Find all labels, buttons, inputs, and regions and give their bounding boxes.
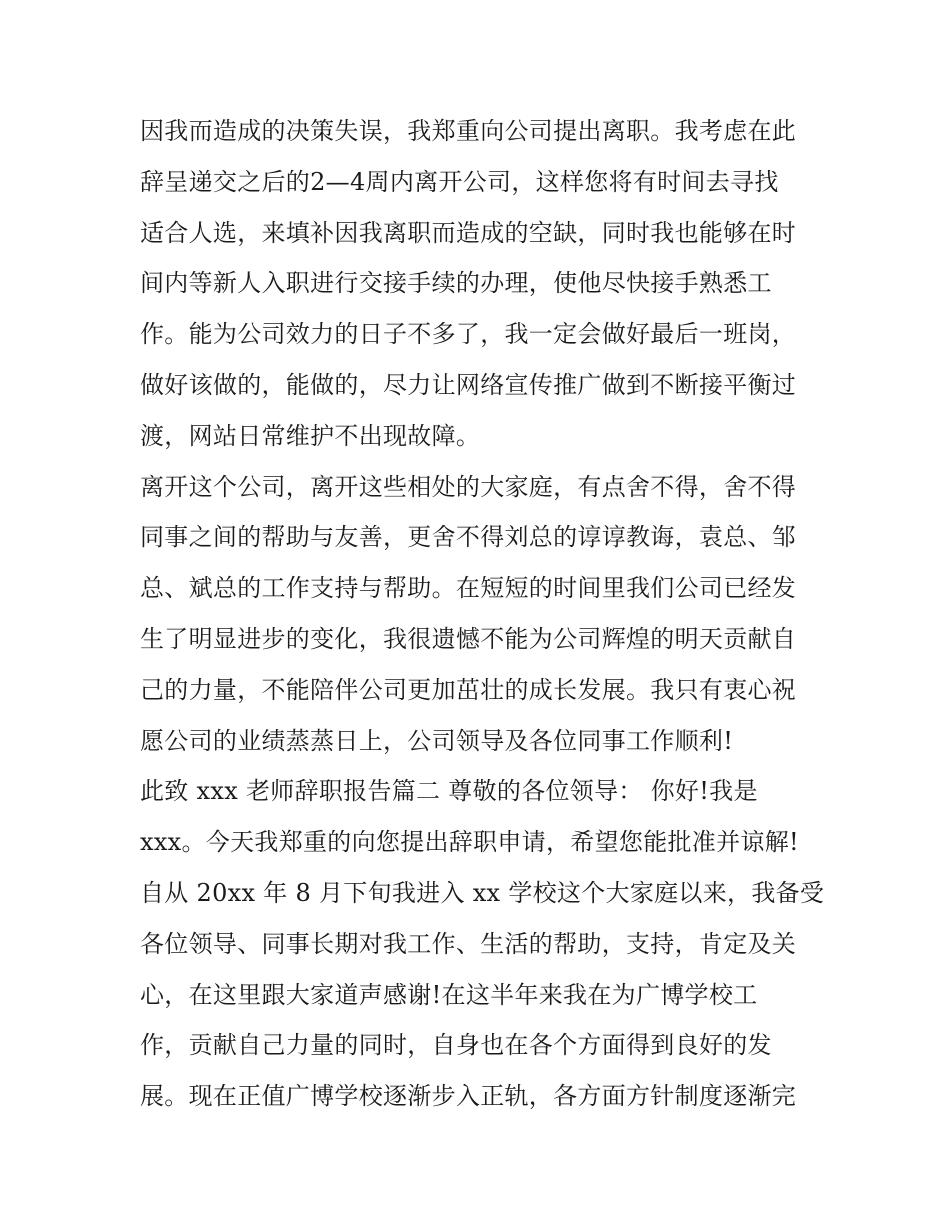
text-line: 辞呈递交之后的2—4周内离开公司，这样您将有时间去寻找 — [140, 167, 779, 196]
text-line: 愿公司的业绩蒸蒸日上，公司领导及各位同事工作顺利! — [140, 726, 734, 755]
text-line: 作，贡献自己力量的同时，自身也在各个方面得到良好的发 — [140, 1031, 772, 1060]
text-line: 间内等新人入职进行交接手续的办理，使他尽快接手熟悉工 — [140, 269, 772, 298]
text-line: 作。能为公司效力的日子不多了，我一定会做好最后一班岗， — [140, 320, 797, 349]
text-line: 因我而造成的决策失误，我郑重向公司提出离职。我考虑在此 — [140, 117, 797, 145]
text-line: 离开这个公司，离开这些相处的大家庭，有点舍不得，舍不得 — [140, 472, 797, 501]
text-line: 适合人选，来填补因我离职而造成的空缺，同时我也能够在时 — [140, 218, 797, 247]
body-text — [140, 106, 830, 1122]
text-line: 展。现在正值广博学校逐渐步入正轨，各方面方针制度逐渐完 — [140, 1082, 797, 1111]
text-line: 同事之间的帮助与友善，更舍不得刘总的谆谆教诲，袁总、邹 — [140, 523, 797, 552]
text-line: 此致 xxx 老师辞职报告篇二 尊敬的各位领导： 你好!我是 — [140, 777, 758, 806]
text-line: 己的力量，不能陪伴公司更加茁壮的成长发展。我只有衷心祝 — [140, 675, 797, 704]
text-line: 自从 20xx 年 8 月下旬我进入 xx 学校这个大家庭以来，我备受 — [140, 878, 825, 907]
text-line: xxx。今天我郑重的向您提出辞职申请，希望您能批准并谅解! — [140, 828, 799, 857]
text-line: 心，在这里跟大家道声感谢!在这半年来我在为广博学校工 — [140, 980, 758, 1009]
text-line: 各位领导、同事长期对我工作、生活的帮助，支持，肯定及关 — [140, 929, 797, 958]
text-line: 渡，网站日常维护不出现故障。 — [140, 421, 481, 450]
text-line: 总、斌总的工作支持与帮助。在短短的时间里我们公司已经发 — [140, 574, 797, 603]
text-line: 生了明显进步的变化，我很遗憾不能为公司辉煌的明天贡献自 — [140, 624, 797, 653]
text-line: 做好该做的，能做的，尽力让网络宣传推广做到不断接平衡过 — [140, 370, 797, 399]
